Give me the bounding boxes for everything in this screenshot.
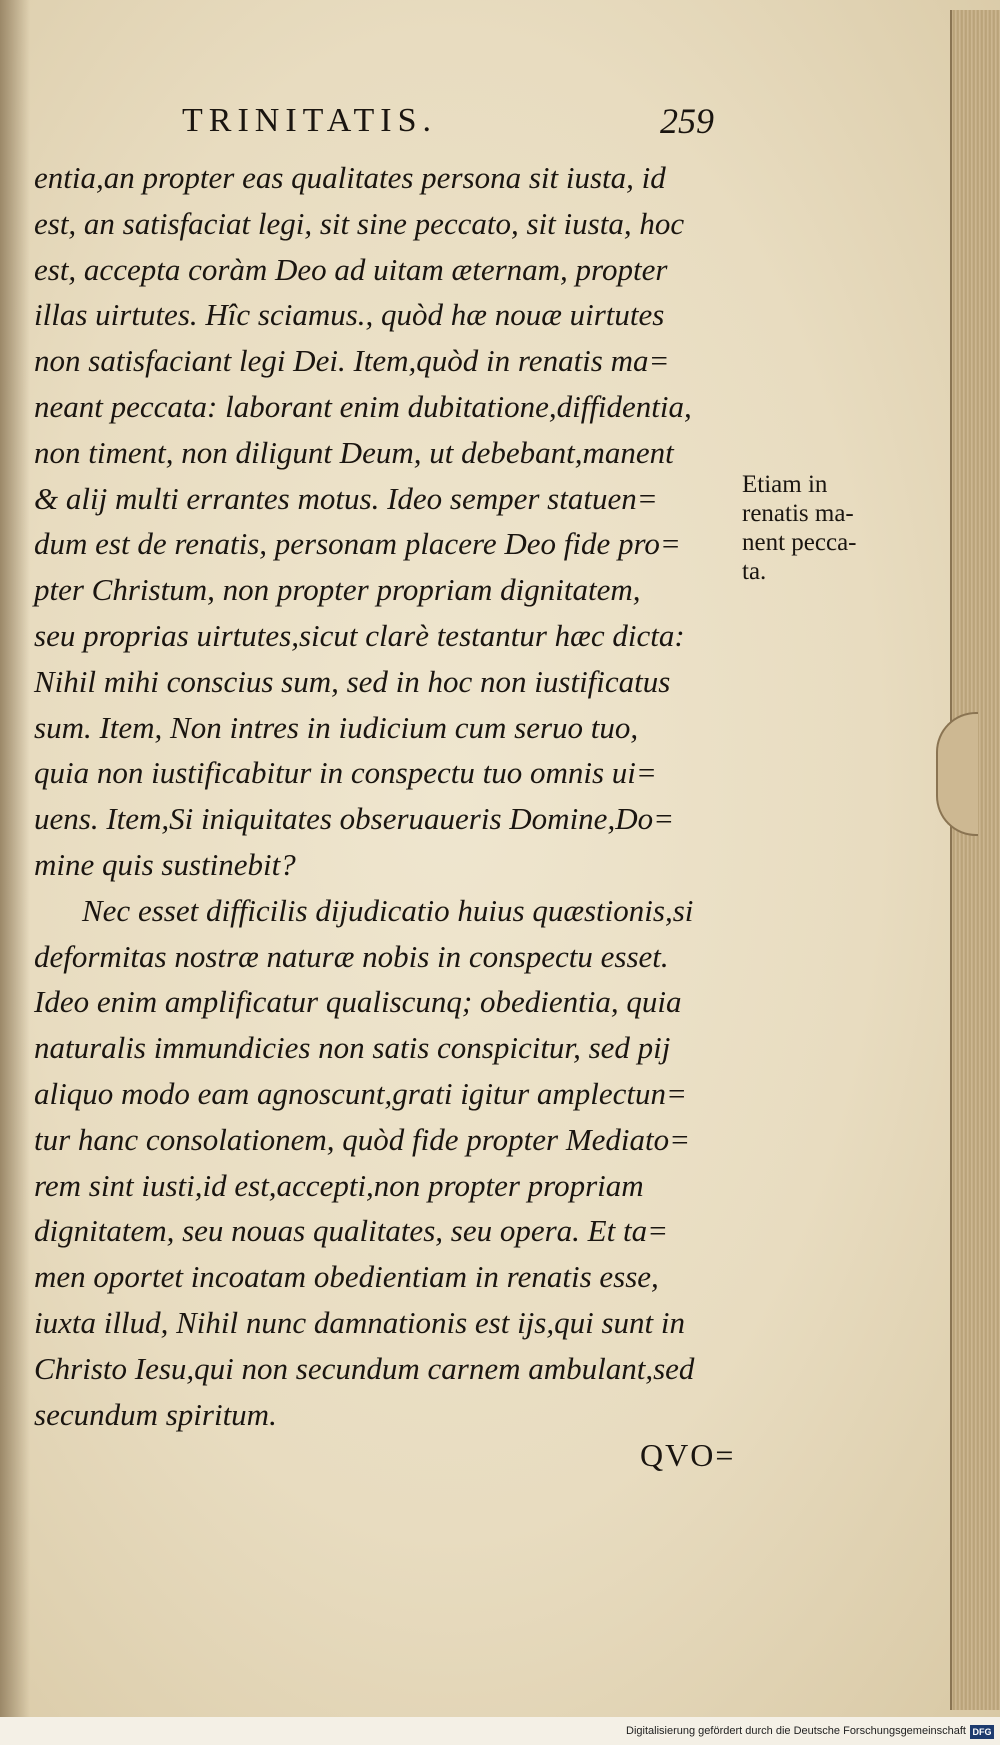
margin-note <box>742 470 902 586</box>
text-line: naturalis immundicies non satis conspicitur, sed pij <box>34 1030 671 1066</box>
text-line: mine quis sustinebit? <box>34 846 296 882</box>
page-number: 259 <box>660 101 714 141</box>
text-line: secundum spiritum. <box>34 1396 277 1432</box>
dfg-logo-badge: DFG <box>970 1725 994 1739</box>
text-line: pter Christum, non propter propriam dignitatem, <box>34 572 641 608</box>
text-line: neant peccata: laborant enim dubitatione,diffidentia, <box>34 388 692 424</box>
text-line: Ideo enim amplificatur qualiscunq; obedientia, quia <box>34 984 682 1020</box>
text-line: est, an satisfaciat legi, sit sine peccato, sit iusta, hoc <box>34 205 685 241</box>
margin-note-line: nent pecca- <box>742 529 857 556</box>
text-line: uens. Item,Si iniquitates obseruaueris Domine,Do= <box>34 801 674 837</box>
text-line: men oportet incoatam obedientiam in renatis esse, <box>34 1259 659 1295</box>
margin-note-line: ta. <box>742 558 767 585</box>
text-line: seu proprias uirtutes,sicut clarè testantur hæc dicta: <box>34 617 685 653</box>
running-header: TRINITATIS. <box>182 102 437 139</box>
text-line: iuxta illud, Nihil nunc damnationis est ijs,qui sunt in <box>34 1304 686 1340</box>
text-line: dum est de renatis, personam placere Deo fide pro= <box>34 526 681 562</box>
spine-shadow <box>0 0 30 1745</box>
text-line: Christo Iesu,qui non secundum carnem ambulant,sed <box>34 1350 695 1386</box>
text-line-paragraph-start: Nec esset difficilis dijudicatio huius quæstionis,si <box>82 892 694 928</box>
fore-edge <box>950 10 1000 1710</box>
digitization-credit: Digitalisierung gefördert durch die Deutsche Forschungsgemeinschaft <box>626 1725 966 1737</box>
catchword: QVO= <box>640 1437 736 1473</box>
text-line: dignitatem, seu nouas qualitates, seu opera. Et ta= <box>34 1213 668 1249</box>
text-line: illas uirtutes. Hîc sciamus., quòd hæ nouæ uirtutes <box>34 297 665 333</box>
text-line: quia non iustificabitur in conspectu tuo omnis ui= <box>34 755 657 791</box>
text-line: rem sint iusti,id est,accepti,non propter propriam <box>34 1167 644 1203</box>
text-line: sum. Item, Non intres in iudicium cum seruo tuo, <box>34 709 639 745</box>
text-line: aliquo modo eam agnoscunt,grati igitur amplectun= <box>34 1075 687 1111</box>
margin-note-line: Etiam in <box>742 471 828 498</box>
text-line: non timent, non diligunt Deum, ut debebant,manent <box>34 434 674 470</box>
body-text <box>34 155 734 1437</box>
text-line: entia,an propter eas qualitates persona sit iusta, id <box>34 160 666 195</box>
text-line: est, accepta coràm Deo ad uitam æternam, propter <box>34 251 668 287</box>
text-line: non satisfaciant legi Dei. Item,quòd in renatis ma= <box>34 343 670 379</box>
text-line: & alij multi errantes motus. Ideo semper statuen= <box>34 480 658 516</box>
footer-band <box>0 1717 1000 1745</box>
margin-note-line: renatis ma- <box>742 500 854 527</box>
fore-edge-tab <box>936 712 978 836</box>
text-line: Nihil mihi conscius sum, sed in hoc non iustificatus <box>34 663 671 699</box>
text-line: deformitas nostræ naturæ nobis in conspectu esset. <box>34 938 669 974</box>
text-line: tur hanc consolationem, quòd fide propter Mediato= <box>34 1121 691 1157</box>
